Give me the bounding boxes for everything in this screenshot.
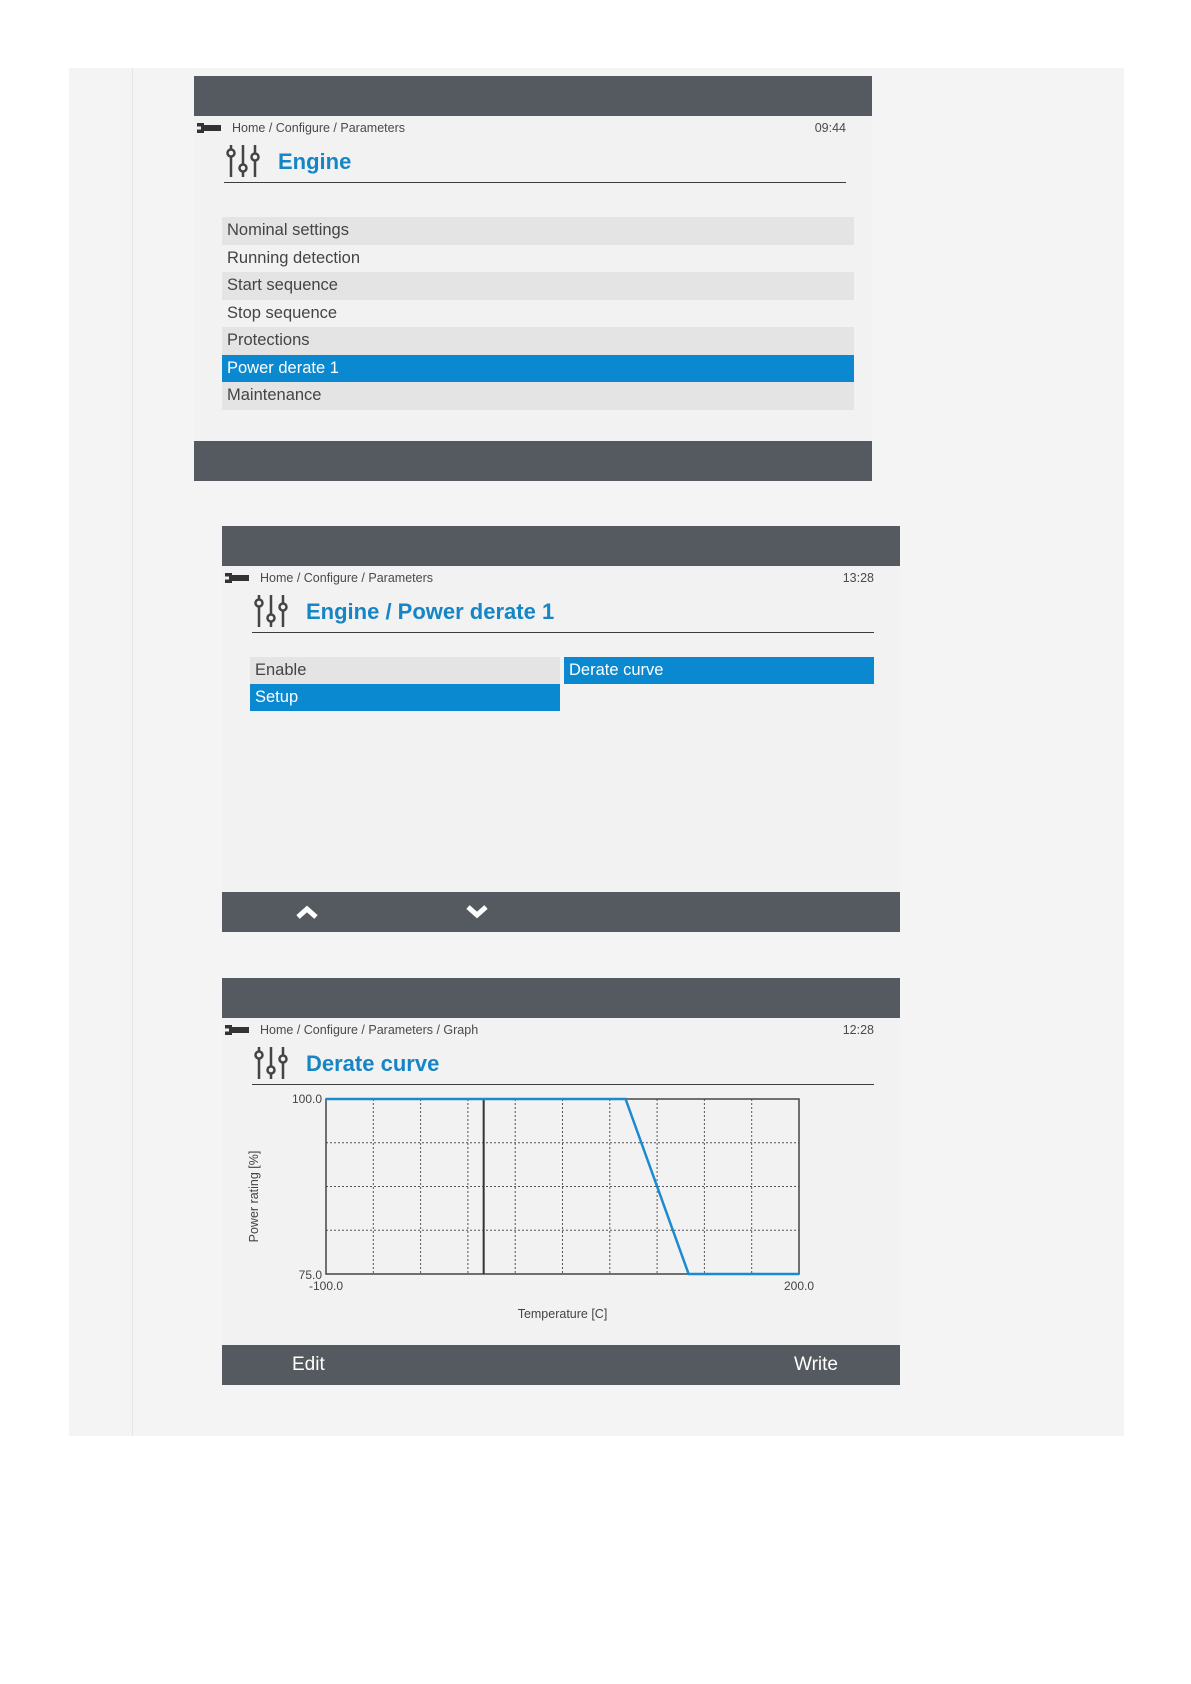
sliders-icon — [254, 1046, 288, 1080]
chevron-down-icon[interactable] — [462, 900, 492, 924]
wrench-icon — [225, 1025, 249, 1035]
x-axis-label: Temperature [C] — [517, 1307, 608, 1321]
engine-menu-screen — [194, 76, 872, 481]
y-axis-label: Power rating [%] — [247, 1150, 261, 1243]
y-tick-label-max: 100.0 — [291, 1092, 322, 1106]
title-row — [224, 142, 846, 183]
title-row — [252, 592, 874, 633]
top-bar — [222, 978, 900, 1018]
clock: 13:28 — [842, 571, 874, 585]
menu-item-maintenance[interactable]: Maintenance — [222, 382, 854, 410]
x-tick-label-min: -100.0 — [308, 1279, 344, 1293]
menu-item-power-derate-1[interactable]: Power derate 1 — [222, 355, 854, 383]
engine-menu — [222, 217, 854, 410]
wrench-icon — [197, 123, 221, 133]
breadcrumb-row — [222, 1022, 874, 1040]
page-title: Derate curve — [306, 1051, 440, 1076]
menu-item-start-sequence[interactable]: Start sequence — [222, 272, 854, 300]
page-divider — [132, 68, 133, 1436]
clock: 09:44 — [814, 121, 846, 135]
title-row — [252, 1044, 874, 1085]
top-bar — [194, 76, 872, 116]
page-title: Engine — [278, 149, 352, 174]
chevron-up-icon[interactable] — [292, 900, 322, 924]
clock: 12:28 — [842, 1023, 874, 1037]
wrench-icon — [225, 573, 249, 583]
page-title: Engine / Power derate 1 — [306, 599, 555, 624]
bottom-bar — [222, 1345, 900, 1385]
breadcrumb: Home / Configure / Parameters / Graph — [260, 1023, 479, 1037]
menu-item-nominal-settings[interactable]: Nominal settings — [222, 217, 854, 245]
sliders-icon — [254, 594, 288, 628]
menu-item-protections[interactable]: Protections — [222, 327, 854, 355]
derate-curve-chart — [242, 1090, 862, 1340]
breadcrumb: Home / Configure / Parameters — [260, 571, 433, 585]
bottom-bar — [194, 441, 872, 481]
derate-curve-screen — [222, 978, 900, 1385]
breadcrumb-row — [194, 120, 846, 138]
power-derate-screen — [222, 526, 900, 932]
bottom-bar — [222, 892, 900, 932]
top-bar — [222, 526, 900, 566]
menu-item-running-detection[interactable]: Running detection — [227, 248, 361, 267]
x-tick-label-max: 200.0 — [783, 1279, 815, 1293]
tile-setup[interactable]: Setup — [250, 684, 560, 711]
breadcrumb: Home / Configure / Parameters — [232, 121, 405, 135]
write-softkey[interactable]: Write — [794, 1354, 838, 1375]
tile-derate-curve[interactable]: Derate curve — [564, 657, 874, 684]
y-tick-label-min: 75.0 — [298, 1268, 322, 1282]
breadcrumb-row — [222, 570, 874, 588]
edit-softkey[interactable]: Edit — [292, 1354, 325, 1375]
menu-item-stop-sequence[interactable]: Stop sequence — [227, 303, 338, 322]
tile-enable[interactable]: Enable — [250, 657, 560, 684]
sliders-icon — [226, 144, 260, 178]
